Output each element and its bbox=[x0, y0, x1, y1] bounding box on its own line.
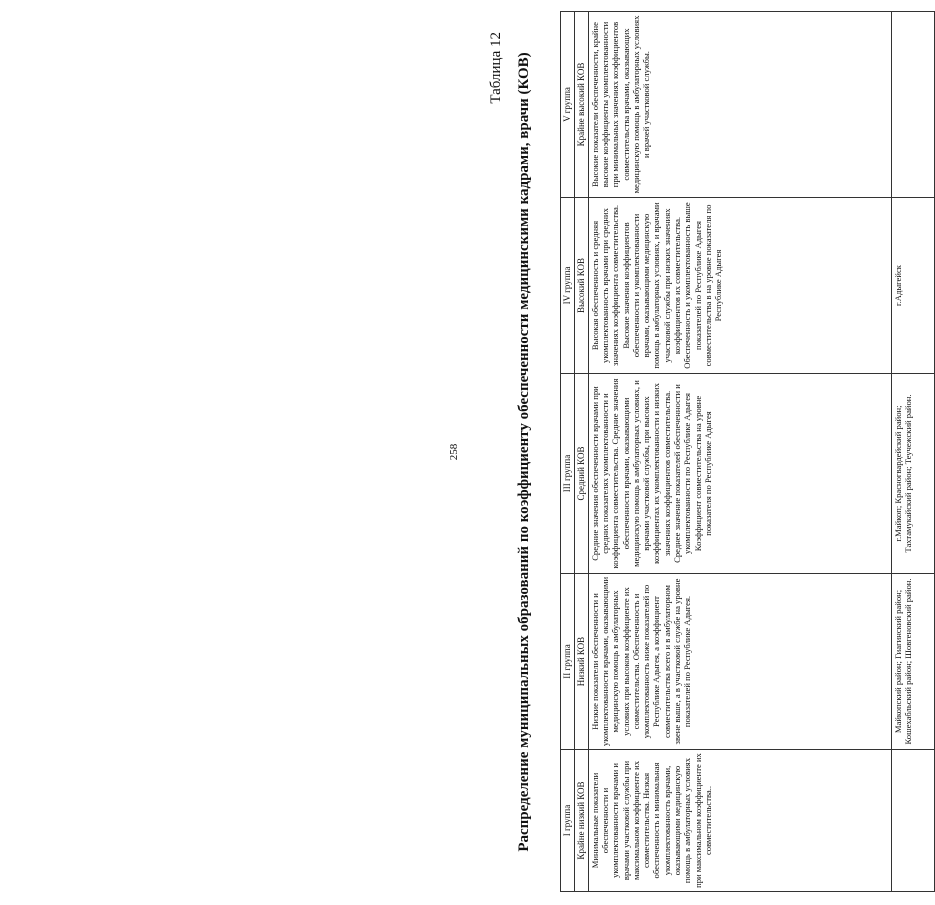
description-cell: Высокие показатели обеспеченности, крайне высокие коэффициенты укомплектованности при минимальных значениях коэффициентов совместительства врачами, оказывающих медицинскую помощь в амбулаторных условиях и врачей участковой службы. bbox=[588, 12, 891, 198]
level-header-cell: Крайне низкий КОВ bbox=[574, 750, 588, 892]
municipality-cell: г.Адыгейск bbox=[891, 198, 934, 374]
municipality-row bbox=[891, 12, 934, 892]
group-header-cell: II группа bbox=[561, 574, 575, 750]
rotated-document-page bbox=[10, 12, 913, 892]
group-header-row bbox=[561, 12, 575, 892]
group-header-cell: III группа bbox=[561, 374, 575, 574]
level-header-row bbox=[574, 12, 588, 892]
level-header-cell: Крайне высокий КОВ bbox=[574, 12, 588, 198]
level-header-cell: Средний КОВ bbox=[574, 374, 588, 574]
municipality-cell: Майкопский район; Гиагинский район; Кошехабльский район; Шовгеновский район. bbox=[891, 574, 934, 750]
group-header-cell: V группа bbox=[561, 12, 575, 198]
table-label: Таблица 12 bbox=[488, 32, 504, 104]
page-number: 258 bbox=[448, 443, 460, 461]
group-header-cell: I группа bbox=[561, 750, 575, 892]
municipality-cell: г.Майкоп; Красногвардейский район; Тахтамукайский район; Теучежский район. bbox=[891, 374, 934, 574]
level-header-cell: Высокий КОВ bbox=[574, 198, 588, 374]
municipality-cell bbox=[891, 12, 934, 198]
description-cell: Низкие показатели обеспеченности и укомплектованности врачами, оказывающими медицинскую помощь в амбулаторных условиях при высоком коэффициенте их совместительства. Обеспеченность и укомплектованность ниже показателей по Республике Адыгея, а коэффициент совместительства всего и в амбулаторном звене выше, а в участковой службе на уровне показателей по Республике Адыгея. bbox=[588, 574, 891, 750]
distribution-table bbox=[560, 11, 935, 892]
table-title: Распределение муниципальных образований по коэффициенту обеспеченности медицинскими кадрами, врачи (КОВ) bbox=[516, 52, 532, 852]
description-cell: Минимальные показатели обеспеченности и укомплектованности врачами и врачами участковой службы при максимальном коэффициенте их совместительства. Низкая обеспеченность и минимальная укомплектованность врачами, оказывающими медицинскую помощь в амбулаторных условиях при максимальном коэффициенте их совместительства.. bbox=[588, 750, 891, 892]
level-header-cell: Низкий КОВ bbox=[574, 574, 588, 750]
description-row bbox=[588, 12, 891, 892]
description-cell: Средние значения обеспеченности врачами при средних показателях укомплектованности и коэффициента совместительства. Средние значения обеспеченности врачами, оказывающими медицинскую помощь в амбулаторных условиях, и врачами участковой службы, при высоких коэффициентах их укомплектованности и низких значениях коэффициентов совместительства. Среднее значение показателей обеспеченности и укомплектованности по Республике Адыгея Коэффициент совместительства на уровне показателя по Республике Адыгея bbox=[588, 374, 891, 574]
group-header-cell: IV группа bbox=[561, 198, 575, 374]
municipality-cell bbox=[891, 750, 934, 892]
description-cell: Высокая обеспеченность и средняя укомплектованность врачами при средних значениях коэффициента совместительства. Высокие значения коэффициентов обеспеченности и укомплектованности врачами, оказывающими медицинскую помощь в амбулаторных условиях, и врачами участковой службы при низких значениях коэффициентов их совместительства. Обеспеченность и укомплектованность выше показателей по Республике Адыгея совместительства в на уровне показателя по Республике Адыгея bbox=[588, 198, 891, 374]
